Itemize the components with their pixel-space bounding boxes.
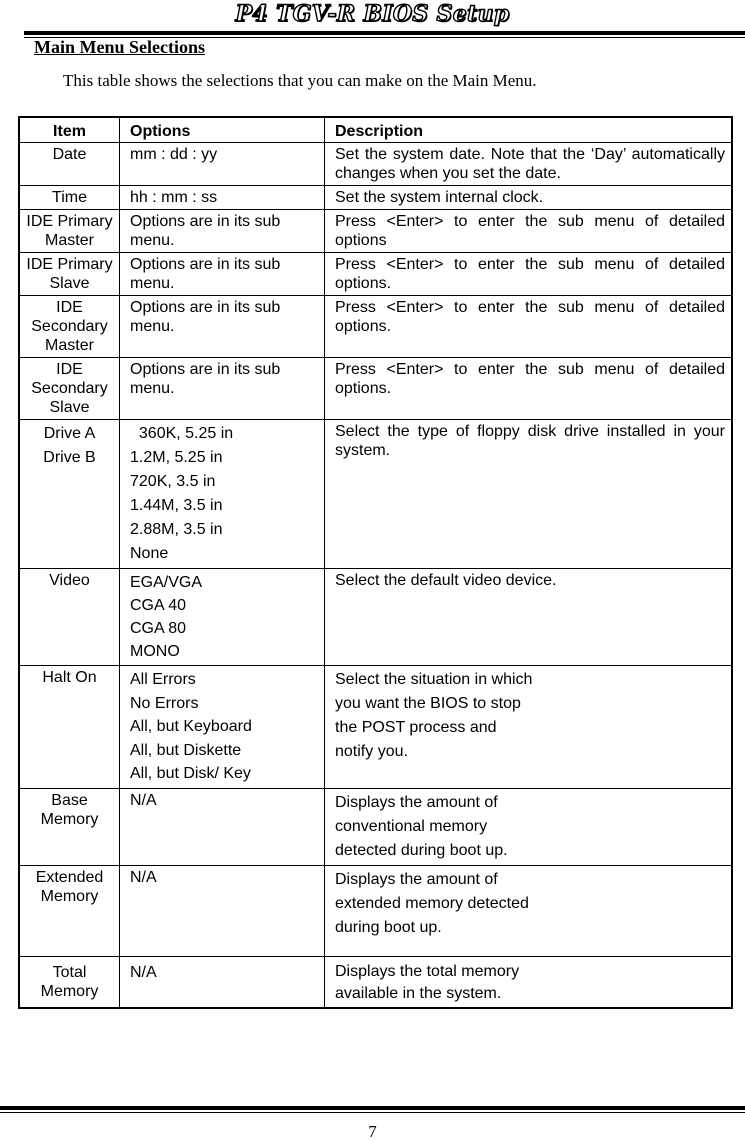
description-line: you want the BIOS to stop: [335, 695, 521, 712]
item-line: Master: [45, 337, 94, 354]
item-line: Time: [52, 189, 87, 206]
table-row-extended-memory: [19, 865, 732, 956]
description-text: Press <Enter> to enter the sub menu of detailed options.: [335, 299, 725, 335]
page-header-title: P4 TGV-R BIOS Setup: [235, 1, 510, 27]
cell-options: [120, 358, 325, 420]
item-line: Extended: [35, 868, 104, 886]
item-line: Slave: [49, 399, 90, 416]
cell-item: [19, 143, 120, 186]
cell-description: [325, 358, 733, 420]
option-line: 1.2M, 5.25 in: [130, 449, 223, 466]
cell-item: [19, 666, 120, 789]
cell-description: [325, 865, 733, 956]
cell-options: [120, 186, 325, 210]
option-line: All Errors: [130, 671, 196, 688]
section-heading: Main Menu Selections: [34, 37, 205, 57]
option-line: 1.44M, 3.5 in: [130, 497, 223, 514]
description-line: available in the system.: [335, 984, 502, 1002]
cell-options: [120, 296, 325, 358]
option-line: MONO: [130, 643, 180, 660]
cell-options: [120, 666, 325, 789]
cell-item: [19, 186, 120, 210]
option-line: N/A: [130, 868, 157, 886]
option-line: 720K, 3.5 in: [130, 473, 216, 490]
item-line: Drive B: [43, 449, 96, 466]
description-text: Press <Enter> to enter the sub menu of detailed options: [335, 213, 725, 249]
cell-options: [120, 865, 325, 956]
option-line: CGA 80: [130, 620, 187, 637]
option-line: mm : dd : yy: [130, 146, 218, 163]
option-line: Options are in its sub menu.: [130, 361, 281, 397]
option-line: Options are in its sub menu.: [130, 213, 281, 249]
description-line: extended memory detected: [335, 894, 529, 912]
item-line: Memory: [40, 982, 99, 1000]
table-row-ide-primary-slave: [19, 253, 732, 296]
cell-item: [19, 253, 120, 296]
description-line: notify you.: [335, 743, 408, 760]
column-header-description: Description: [325, 117, 733, 143]
table-row-base-memory: [19, 788, 732, 865]
table-row-video: [19, 569, 732, 666]
item-line: Master: [45, 232, 94, 249]
table-header-row: [19, 117, 732, 143]
table-row-ide-secondary-slave: [19, 358, 732, 420]
item-line: IDE Primary: [26, 213, 113, 230]
cell-item: [19, 358, 120, 420]
main-menu-table: [18, 116, 733, 1009]
description-line: Displays the amount of: [335, 793, 498, 811]
cell-item: [19, 420, 120, 569]
description-line: Displays the amount of: [335, 870, 498, 888]
option-line: 2.88M, 3.5 in: [130, 521, 223, 538]
cell-description: [325, 143, 733, 186]
option-line: Options are in its sub menu.: [130, 299, 281, 335]
cell-options: [120, 956, 325, 1008]
item-line: Memory: [40, 810, 99, 828]
option-line: hh : mm : ss: [130, 189, 218, 206]
cell-item: [19, 296, 120, 358]
cell-options: [120, 788, 325, 865]
option-line: No Errors: [130, 694, 199, 712]
cell-description: [325, 788, 733, 865]
table-row-date: [19, 143, 732, 186]
description-text: Press <Enter> to enter the sub menu of detailed options.: [335, 256, 725, 292]
option-line: None: [130, 545, 169, 562]
column-header-item: Item: [19, 117, 120, 143]
cell-item: [19, 210, 120, 253]
description-line: during boot up.: [335, 918, 442, 936]
cell-description: [325, 569, 733, 666]
item-line: Date: [52, 146, 87, 163]
item-line: IDE: [56, 361, 83, 378]
description-line: Select the situation in which: [335, 671, 533, 688]
item-line: Total: [52, 963, 87, 981]
option-line: EGA/VGA: [130, 574, 203, 591]
item-line: IDE: [56, 299, 83, 316]
table-row-halt-on: [19, 666, 732, 789]
cell-description: [325, 296, 733, 358]
description-text: Set the system date. Note that the ‘Day’ automatically changes when you set the date.: [335, 146, 725, 182]
cell-description: [325, 253, 733, 296]
description-text: Set the system internal clock.: [335, 189, 544, 206]
page-number: 7: [368, 1122, 377, 1141]
item-line: IDE Primary: [26, 256, 113, 273]
footer-rule-thick: [0, 1106, 745, 1110]
cell-description: [325, 186, 733, 210]
description-text: Select the type of floppy disk drive installed in your system.: [335, 423, 725, 459]
description-line: the POST process and: [335, 719, 497, 736]
option-line: N/A: [130, 791, 157, 809]
item-line: Secondary: [31, 380, 108, 397]
item-line: Slave: [49, 275, 90, 292]
cell-item: [19, 865, 120, 956]
header-rule-thick: [24, 31, 745, 35]
cell-options: [120, 569, 325, 666]
cell-options: [120, 210, 325, 253]
cell-item: [19, 788, 120, 865]
cell-options: [120, 253, 325, 296]
description-text: Select the default video device.: [335, 572, 557, 589]
description-line: conventional memory: [335, 817, 488, 835]
table-row-total-memory: [19, 956, 732, 1008]
option-line: All, but Keyboard: [130, 718, 252, 735]
cell-description: [325, 956, 733, 1008]
cell-item: [19, 569, 120, 666]
cell-options: [120, 420, 325, 569]
table-row-ide-primary-master: [19, 210, 732, 253]
description-text: Press <Enter> to enter the sub menu of detailed options.: [335, 361, 725, 397]
option-line: 360K, 5.25 in: [130, 425, 234, 442]
item-line: Base: [51, 791, 88, 809]
cell-description: [325, 420, 733, 569]
cell-options: [120, 143, 325, 186]
item-line: Secondary: [31, 318, 108, 335]
column-header-options: Options: [120, 117, 325, 143]
description-line: detected during boot up.: [335, 841, 508, 859]
option-line: All, but Disk/ Key: [130, 765, 251, 782]
option-line: All, but Diskette: [130, 741, 242, 759]
table-row-time: [19, 186, 732, 210]
option-line: CGA 40: [130, 597, 187, 614]
cell-description: [325, 666, 733, 789]
option-line: Options are in its sub menu.: [130, 256, 281, 292]
item-line: Video: [49, 572, 90, 589]
item-line: Memory: [40, 887, 99, 905]
intro-text: This table shows the selections that you can make on the Main Menu.: [63, 71, 537, 90]
footer-rule-thin: [0, 1112, 745, 1113]
description-line: Displays the total memory: [335, 962, 520, 980]
table-row-drive: [19, 420, 732, 569]
cell-item: [19, 956, 120, 1008]
table-row-ide-secondary-master: [19, 296, 732, 358]
item-line: Drive A: [43, 425, 96, 442]
cell-description: [325, 210, 733, 253]
option-line: N/A: [130, 963, 157, 981]
item-line: Halt On: [42, 669, 97, 686]
